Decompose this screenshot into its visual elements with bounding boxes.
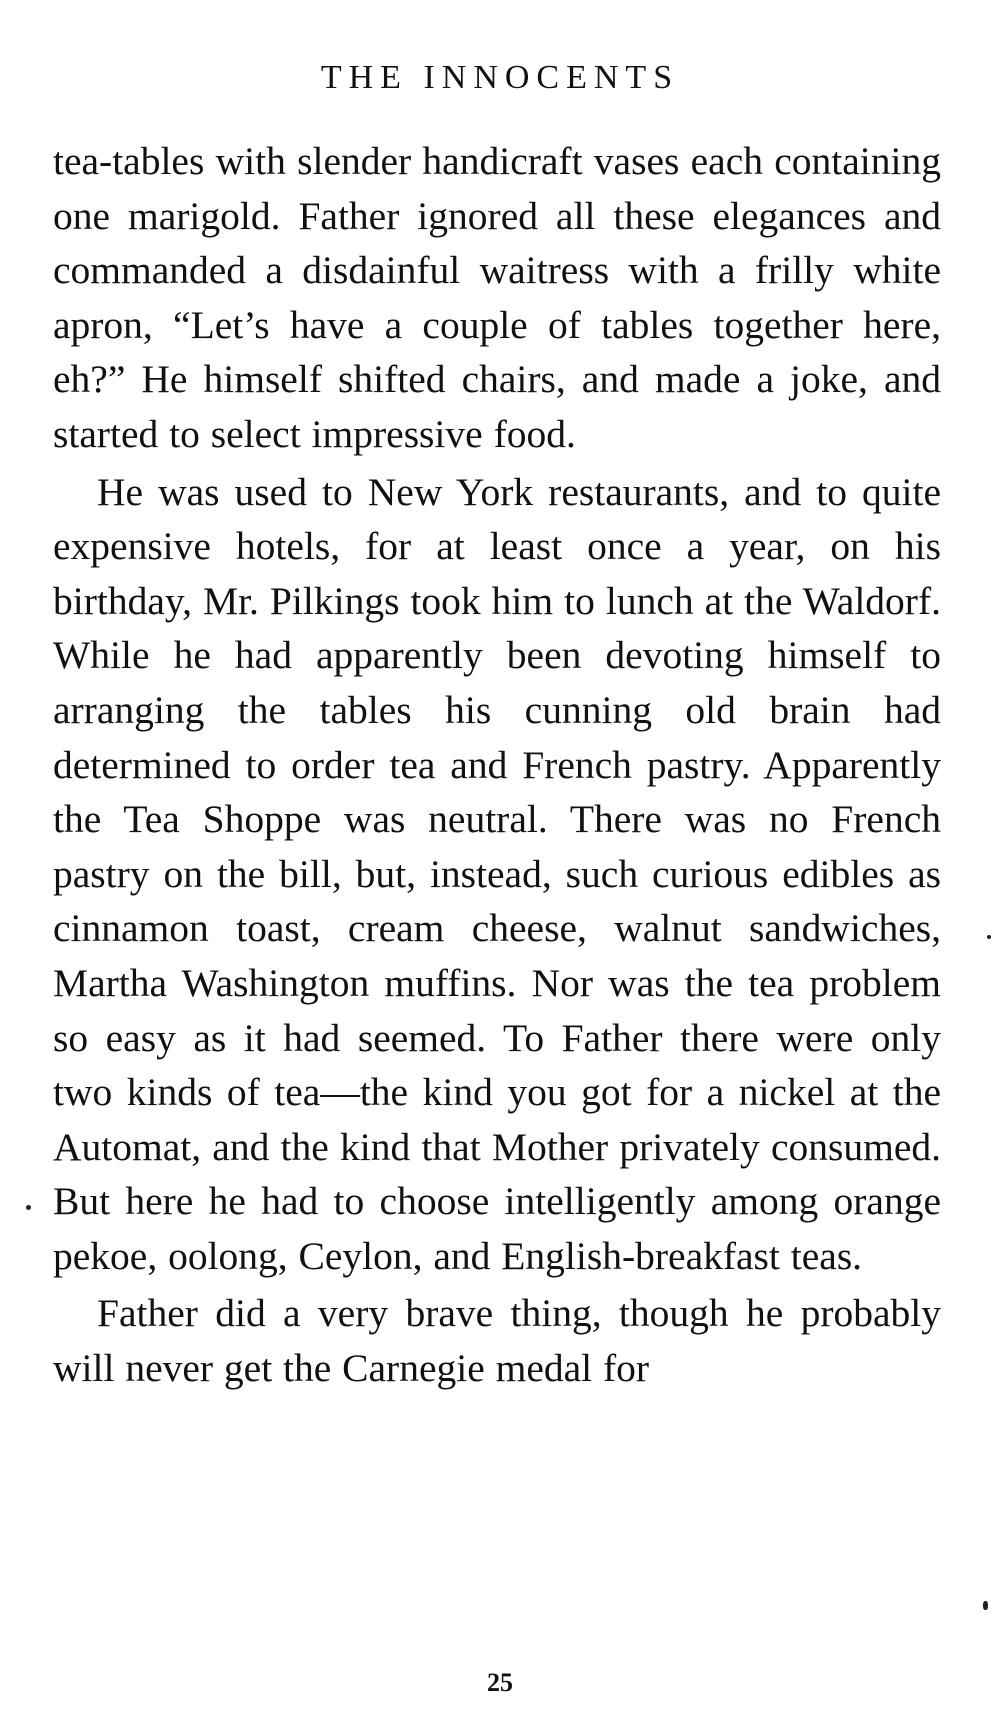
ink-speck [987,935,991,939]
body-text [53,134,941,1399]
paragraph-continuation: tea-tables with slender handicraft vases each containing one marigold. Father ignored all these elegances and commanded a disdainful waitress with a frilly white apron, “Let’s have a couple of tables together here, eh?” He himself shifted chairs, and made a joke, and started to select impressive food. [53,139,941,456]
paragraph-brave-thing: Father did a very brave thing, though he probably will never get the Carnegie medal for [53,1291,941,1391]
ink-speck [26,1205,31,1210]
running-head: THE INNOCENTS [320,59,680,96]
page-number: 25 [487,1668,513,1697]
paragraph-restaurants: He was used to New York restaurants, and to quite expensive hotels, for at least once a year, on his birthday, Mr. Pilkings took him to lunch at the Waldorf. While he had apparently been devoting himself to arranging the tables his cunning old brain had determined to order tea and French pastry. Apparently the Tea Shoppe was neutral. There was no French pastry on the bill, but, instead, such curious edibles as cinnamon toast, cream cheese, walnut sandwiches, Martha Washington muffins. Nor was the tea problem so easy as it had seemed. To Father there were only two kinds of tea—the kind you got for a nickel at the Automat, and the kind that Mother privately consumed. But here he had to choose intelligently among orange pekoe, oolong, Ceylon, and English-breakfast teas. [53,469,941,1278]
ink-speck [983,1601,988,1610]
